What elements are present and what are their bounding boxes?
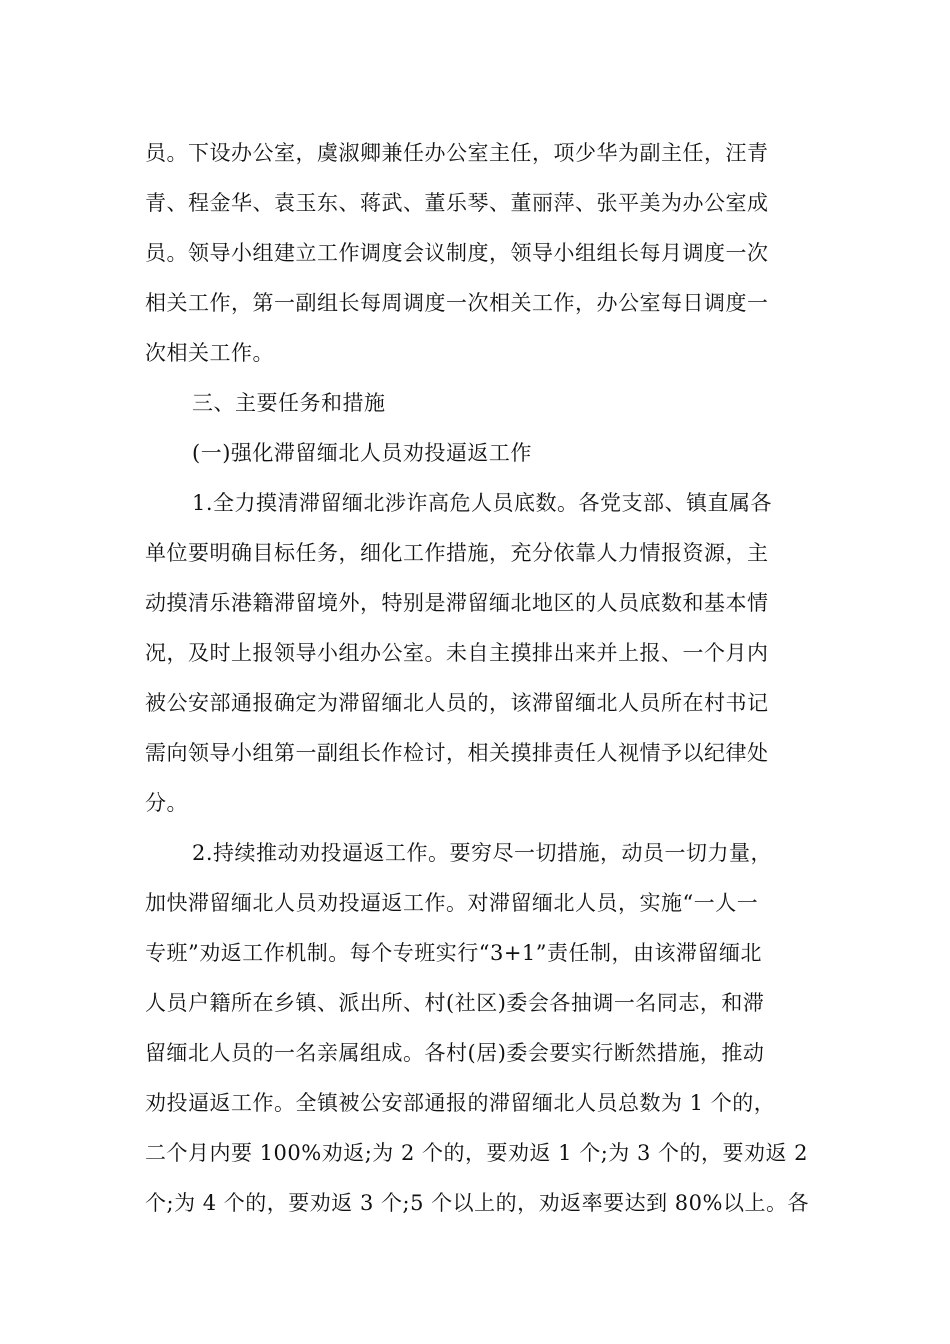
text-line: 况，及时上报领导小组办公室。未自主摸排出来并上报、一个月内 <box>145 641 769 665</box>
text-line: 加快滞留缅北人员劝投逼返工作。对滞留缅北人员，实施“一人一 <box>145 891 759 915</box>
subsection-heading: (一)强化滞留缅北人员劝投逼返工作 <box>192 441 532 465</box>
text-line: 单位要明确目标任务，细化工作措施，充分依靠人力情报资源，主 <box>145 541 769 565</box>
text-line: 专班”劝返工作机制。每个专班实行“3+1”责任制，由该滞留缅北 <box>145 941 763 965</box>
text-line: 1.全力摸清滞留缅北涉诈高危人员底数。各党支部、镇直属各 <box>192 491 773 515</box>
text-line: 2.持续推动劝投逼返工作。要穷尽一切措施，动员一切力量， <box>192 841 773 865</box>
text-line: 人员户籍所在乡镇、派出所、村(社区)委会各抽调一名同志，和滞 <box>145 991 765 1015</box>
text-line: 二个月内要 100%劝返;为 2 个的，要劝返 1 个;为 3 个的，要劝返 2 <box>145 1141 809 1165</box>
text-line: 相关工作，第一副组长每周调度一次相关工作，办公室每日调度一 <box>145 291 769 315</box>
text-line: 被公安部通报确定为滞留缅北人员的，该滞留缅北人员所在村书记 <box>145 691 769 715</box>
text-line: 青、程金华、袁玉东、蒋武、董乐琴、董丽萍、张平美为办公室成 <box>145 191 769 215</box>
section-heading: 三、主要任务和措施 <box>192 391 386 415</box>
text-line: 员。领导小组建立工作调度会议制度，领导小组组长每月调度一次 <box>145 241 769 265</box>
text-line: 留缅北人员的一名亲属组成。各村(居)委会要实行断然措施，推动 <box>145 1041 765 1065</box>
text-line: 个;为 4 个的，要劝返 3 个;5 个以上的，劝返率要达到 80%以上。各 <box>145 1191 809 1215</box>
text-line: 员。下设办公室，虞淑卿兼任办公室主任，项少华为副主任，汪青 <box>145 141 769 165</box>
text-line: 分。 <box>145 791 188 815</box>
text-line: 需向领导小组第一副组长作检讨，相关摸排责任人视情予以纪律处 <box>145 741 769 765</box>
text-line: 劝投逼返工作。全镇被公安部通报的滞留缅北人员总数为 1 个的， <box>145 1091 776 1115</box>
text-line: 动摸清乐港籍滞留境外，特别是滞留缅北地区的人员底数和基本情 <box>145 591 769 615</box>
text-line: 次相关工作。 <box>145 341 274 365</box>
